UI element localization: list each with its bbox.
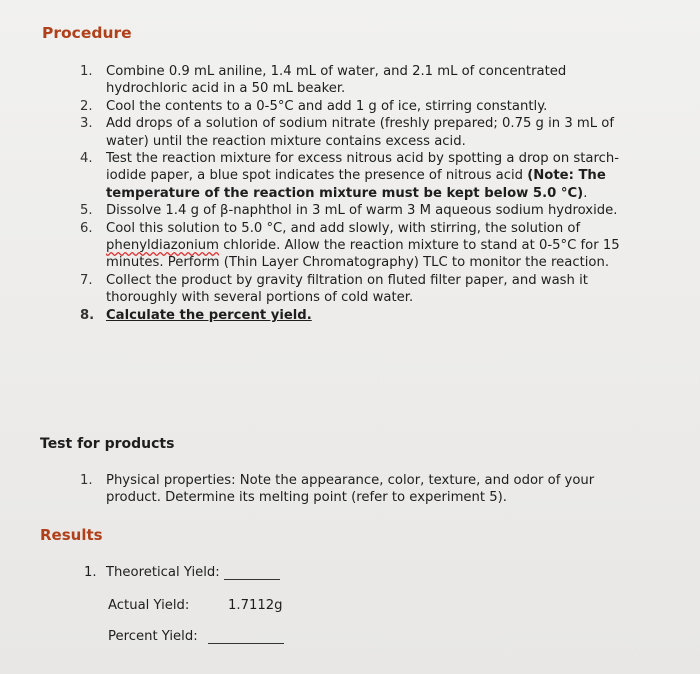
theoretical-yield-label: Theoretical Yield:: [106, 565, 220, 580]
percent-yield-label: Percent Yield:: [108, 629, 198, 644]
procedure-step: 4. Test the reaction mixture for excess nitrous acid by spotting a drop on starch-iodide paper, a blue spot indicates the presence of nitrous acid (Note: The temperature of the reaction mixture must be kept below 5.0 °C).: [80, 151, 620, 201]
calculate-yield-step: Calculate the percent yield.: [106, 307, 312, 323]
procedure-step: 2. Cool the contents to a 0-5°C and add 1 g of ice, stirring constantly.: [80, 98, 548, 114]
percent-yield-blank: [208, 630, 284, 644]
procedure-list: [80, 63, 640, 324]
actual-yield-label: Actual Yield:: [108, 598, 190, 613]
procedure-heading: Procedure: [42, 24, 132, 42]
test-list: [80, 472, 640, 507]
procedure-step: 1. Combine 0.9 mL aniline, 1.4 mL of water, and 2.1 mL of concentrated hydrochloric acid in a 50 mL beaker.: [80, 64, 567, 97]
temperature-note: (Note: The temperature of the reaction mixture must be kept below 5.0 °C): [106, 168, 606, 201]
theoretical-yield-row: 1. Theoretical Yield:: [84, 565, 280, 580]
procedure-step: 3. Add drops of a solution of sodium nitrate (freshly prepared; 0.75 g in 3 mL of water) until the reaction mixture contains excess acid.: [80, 116, 615, 149]
spellcheck-word: phenyldiazonium: [106, 238, 220, 254]
test-step: 1. Physical properties: Note the appearance, color, texture, and odor of your product. Determine its melting point (refer to experiment 5).: [80, 473, 595, 506]
actual-yield-value: 1.7112g: [228, 598, 283, 613]
actual-yield-row: [108, 598, 283, 613]
procedure-step: 5. Dissolve 1.4 g of β-naphthol in 3 mL of warm 3 M aqueous sodium hydroxide.: [80, 203, 618, 219]
procedure-step: 6. Cool this solution to 5.0 °C, and add slowly, with stirring, the solution of phenyldiazonium chloride. Allow the reaction mixture to stand at 0-5°C for 15 minutes. Perform (Thin Layer Chromatography) TLC to monitor the reaction.: [80, 220, 620, 271]
procedure-step: 8. Calculate the percent yield.: [80, 307, 640, 324]
theoretical-yield-blank: [224, 566, 280, 580]
results-heading: Results: [40, 526, 103, 544]
percent-yield-row: [108, 629, 284, 644]
test-heading: Test for products: [40, 436, 175, 452]
procedure-step: 7. Collect the product by gravity filtration on fluted filter paper, and wash it thoroughly with several portions of cold water.: [80, 272, 588, 306]
